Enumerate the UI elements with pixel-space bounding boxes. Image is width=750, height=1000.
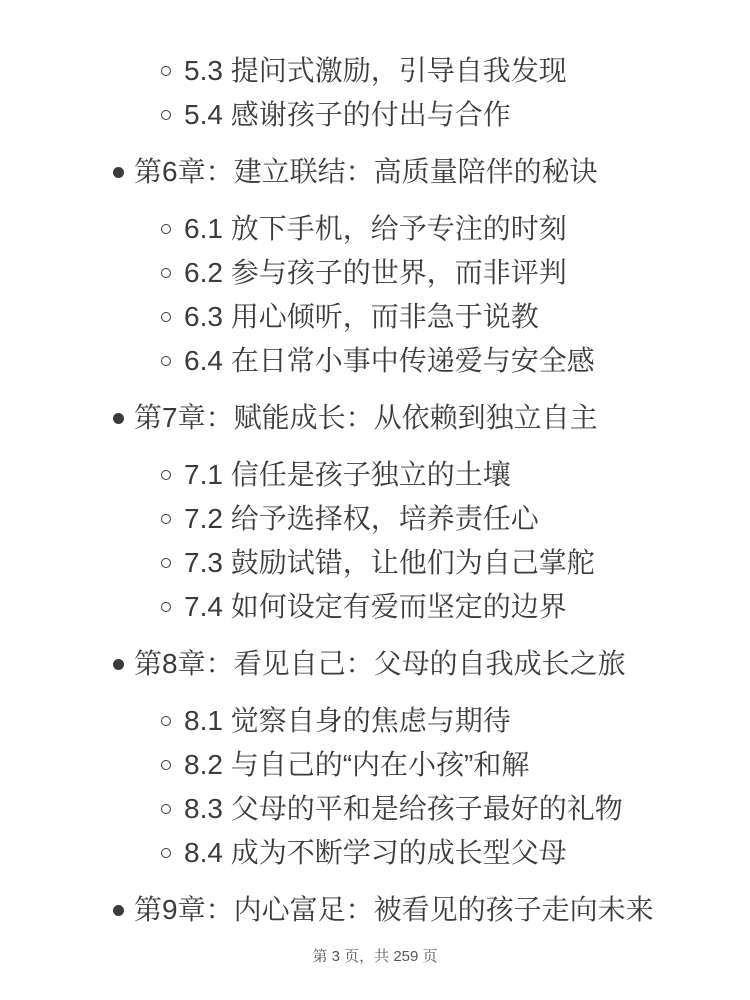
toc-item-row xyxy=(0,251,750,295)
toc-item-text: 8.3 父母的平和是给孩子最好的礼物 xyxy=(184,793,623,824)
toc-chapter-row xyxy=(0,642,750,686)
toc-item-text: 6.1 放下手机，给予专注的时刻 xyxy=(184,213,567,244)
circle-bullet-icon xyxy=(161,848,171,858)
toc-item-text: 7.3 鼓励试错，让他们为自己掌舵 xyxy=(184,547,595,578)
circle-bullet-icon xyxy=(161,470,171,480)
page-footer xyxy=(0,948,750,966)
disc-bullet-icon xyxy=(113,905,124,916)
circle-bullet-icon xyxy=(161,558,171,568)
toc-item-row xyxy=(0,541,750,585)
disc-bullet-icon xyxy=(113,659,124,670)
toc-item-row xyxy=(0,743,750,787)
toc-item-row xyxy=(0,585,750,629)
toc-item-text: 7.1 信任是孩子独立的土壤 xyxy=(184,459,511,490)
circle-bullet-icon xyxy=(161,514,171,524)
toc-item-row xyxy=(0,699,750,743)
chapter-title-text: 第7章：赋能成长：从依赖到独立自主 xyxy=(134,402,598,433)
toc-item-text: 7.4 如何设定有爱而坚定的边界 xyxy=(184,591,567,622)
circle-bullet-icon xyxy=(161,224,171,234)
circle-bullet-icon xyxy=(161,602,171,612)
toc-item-text: 5.4 感谢孩子的付出与合作 xyxy=(184,99,511,130)
toc-item-row xyxy=(0,787,750,831)
page-number-text: 第 3 页，共 259 页 xyxy=(312,948,438,965)
circle-bullet-icon xyxy=(161,268,171,278)
circle-bullet-icon xyxy=(161,804,171,814)
circle-bullet-icon xyxy=(161,716,171,726)
circle-bullet-icon xyxy=(161,356,171,366)
toc-item-row xyxy=(0,207,750,251)
disc-bullet-icon xyxy=(113,413,124,424)
disc-bullet-icon xyxy=(113,167,124,178)
toc-item-text: 8.4 成为不断学习的成长型父母 xyxy=(184,837,567,868)
toc-chapter-row xyxy=(0,396,750,440)
toc-item-text: 6.3 用心倾听，而非急于说教 xyxy=(184,301,539,332)
circle-bullet-icon xyxy=(161,312,171,322)
toc-item-row xyxy=(0,339,750,383)
toc-item-row xyxy=(0,49,750,93)
toc-item-row xyxy=(0,295,750,339)
chapter-title-text: 第8章：看见自己：父母的自我成长之旅 xyxy=(134,648,626,679)
toc-item-row xyxy=(0,93,750,137)
toc-item-text: 8.2 与自己的“内在小孩”和解 xyxy=(184,749,530,780)
circle-bullet-icon xyxy=(161,110,171,120)
toc-item-text: 5.3 提问式激励，引导自我发现 xyxy=(184,55,567,86)
toc-item-text: 6.2 参与孩子的世界，而非评判 xyxy=(184,257,567,288)
toc-item-row xyxy=(0,497,750,541)
toc-chapter-row xyxy=(0,888,750,932)
toc-item-text: 6.4 在日常小事中传递爱与安全感 xyxy=(184,345,595,376)
toc-item-text: 8.1 觉察自身的焦虑与期待 xyxy=(184,705,511,736)
circle-bullet-icon xyxy=(161,66,171,76)
circle-bullet-icon xyxy=(161,760,171,770)
chapter-title-text: 第6章：建立联结：高质量陪伴的秘诀 xyxy=(134,156,598,187)
toc-item-row xyxy=(0,453,750,497)
toc-item-row xyxy=(0,831,750,875)
toc-chapter-row xyxy=(0,150,750,194)
toc-item-text: 7.2 给予选择权，培养责任心 xyxy=(184,503,539,534)
chapter-title-text: 第9章：内心富足：被看见的孩子走向未来 xyxy=(134,894,654,925)
